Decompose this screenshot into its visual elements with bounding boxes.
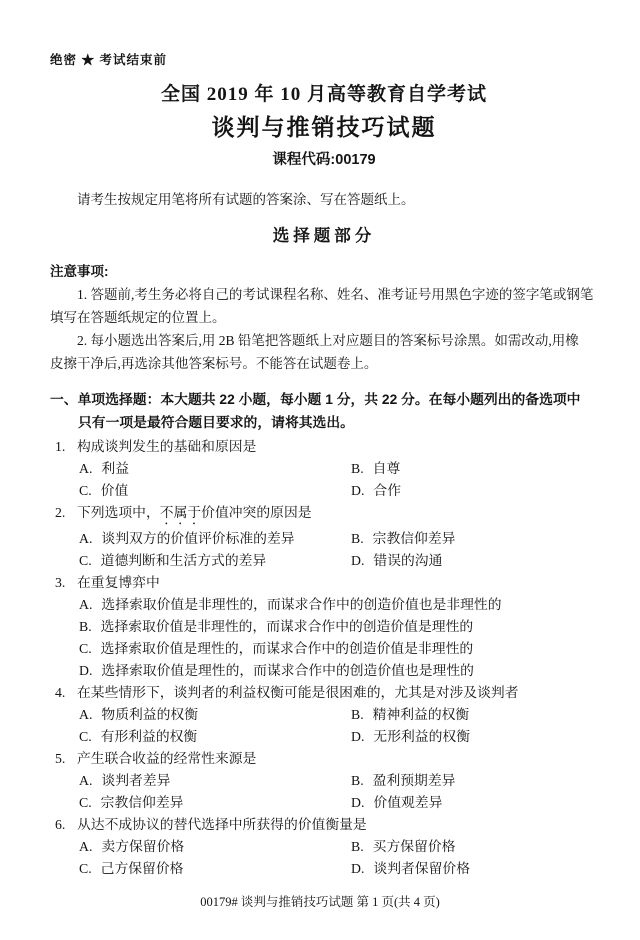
section-heading: 选择题部分 (272, 227, 376, 245)
option-b (79, 616, 598, 638)
note-line: 1. 答题前,考生务必将自己的考试课程名称、姓名、准考证号用黑色字迹的签字笔或钢笔 (77, 287, 594, 302)
option-label: D. (351, 795, 365, 810)
question-stem-text: 下列选项中， (77, 505, 160, 520)
answer-instruction: 请考生按规定用笔将所有试题的答案涂、写在答题纸上。 (77, 192, 415, 207)
option-text: 错误的沟通 (373, 553, 443, 568)
question-number: 1. (55, 439, 66, 454)
option-b (351, 770, 598, 792)
option-c (79, 638, 598, 660)
question-stem (50, 436, 598, 458)
option-label: A. (79, 461, 93, 476)
option-b (351, 458, 598, 480)
option-a (79, 704, 351, 726)
option-a (79, 458, 351, 480)
option-text: 宗教信仰差异 (372, 531, 456, 546)
option-d (351, 792, 598, 814)
option-a (79, 594, 598, 616)
security-banner: 绝密 ★ 考试结束前 (50, 53, 167, 67)
question-options (79, 458, 598, 502)
option-label: C. (79, 641, 92, 656)
option-label: A. (79, 531, 93, 546)
page-footer: 00179# 谈判与推销技巧试题 第 1 页(共 4 页) (200, 895, 440, 909)
option-text: 选择索取价值是非理性的，而谋求合作中的创造价值也是非理性的 (101, 597, 502, 612)
option-text: 谈判者差异 (101, 773, 171, 788)
option-label: D. (351, 553, 365, 568)
option-text: 精神利益的权衡 (372, 707, 470, 722)
notes-list (50, 283, 598, 375)
question (50, 502, 598, 572)
option-d (351, 550, 598, 572)
option-label: B. (351, 461, 364, 476)
option-text: 利益 (101, 461, 130, 476)
question (50, 814, 598, 880)
option-text: 卖方保留价格 (101, 839, 185, 854)
question-number: 5. (55, 751, 66, 766)
paper-title: 谈判与推销技巧试题 (211, 114, 437, 140)
option-label: B. (79, 619, 92, 634)
option-b (351, 836, 598, 858)
option-d (351, 726, 598, 748)
question-options (79, 836, 598, 880)
option-label: C. (79, 861, 92, 876)
option-text: 谈判者保留价格 (373, 861, 470, 876)
question-number: 4. (55, 685, 66, 700)
option-label: C. (79, 729, 92, 744)
option-label: D. (351, 861, 365, 876)
option-text: 合作 (373, 483, 402, 498)
option-b (351, 704, 598, 726)
question-options (79, 770, 598, 814)
option-label: D. (79, 663, 93, 678)
notes-heading: 注意事项: (50, 264, 109, 279)
question-options (79, 594, 598, 682)
question-stem (50, 748, 598, 770)
question-number: 3. (55, 575, 66, 590)
question (50, 682, 598, 748)
option-b (351, 528, 598, 550)
option-text: 选择索取价值是非理性的，而谋求合作中的创造价值是理性的 (100, 619, 474, 634)
option-text: 自尊 (372, 461, 401, 476)
question-stem-text: 在重复博弈中 (77, 575, 160, 590)
option-c (79, 480, 351, 502)
option-label: A. (79, 597, 93, 612)
option-label: C. (79, 553, 92, 568)
option-a (79, 528, 351, 550)
option-label: C. (79, 795, 92, 810)
part-one-heading (50, 388, 598, 434)
option-d (79, 660, 598, 682)
option-label: B. (351, 839, 364, 854)
option-label: A. (79, 839, 93, 854)
option-d (351, 858, 598, 880)
option-label: B. (351, 531, 364, 546)
option-label: D. (351, 729, 365, 744)
part-one-heading-line2: 只有一项是最符合题目要求的，请将其选出。 (78, 415, 354, 430)
option-label: B. (351, 773, 364, 788)
option-text: 物质利益的权衡 (101, 707, 198, 722)
option-d (351, 480, 598, 502)
option-text: 己方保留价格 (100, 861, 184, 876)
option-c (79, 858, 351, 880)
question-stem-text: 从达不成协议的替代选择中所获得的价值衡量是 (77, 817, 367, 832)
option-text: 宗教信仰差异 (100, 795, 184, 810)
question-stem (50, 502, 598, 528)
question-stem-text: 构成谈判发生的基础和原因是 (77, 439, 257, 454)
option-text: 选择索取价值是理性的，而谋求合作中的创造价值是非理性的 (100, 641, 474, 656)
option-text: 有形利益的权衡 (100, 729, 198, 744)
option-label: A. (79, 773, 93, 788)
option-text: 买方保留价格 (372, 839, 456, 854)
option-text: 价值 (100, 483, 129, 498)
note-line: 填写在答题纸规定的位置上。 (50, 310, 226, 325)
question-stem (50, 682, 598, 704)
option-label: B. (351, 707, 364, 722)
option-a (79, 770, 351, 792)
question-options (79, 528, 598, 572)
question (50, 748, 598, 814)
question-stem (50, 814, 598, 836)
option-c (79, 726, 351, 748)
question-stem-text: 价值冲突的原因是 (201, 505, 312, 520)
option-text: 盈利预期差异 (372, 773, 456, 788)
question-number: 2. (55, 505, 66, 520)
option-c (79, 792, 351, 814)
question-stem (50, 572, 598, 594)
question-stem-text: 产生联合收益的经常性来源是 (77, 751, 257, 766)
part-one-heading-line1: 一、单项选择题：本大题共 22 小题，每小题 1 分，共 22 分。在每小题列出的备选项中 (50, 392, 581, 407)
question-number: 6. (55, 817, 66, 832)
question (50, 436, 598, 502)
option-text: 谈判双方的价值评价标准的差异 (101, 531, 295, 546)
option-text: 价值观差异 (373, 795, 443, 810)
course-code: 课程代码:00179 (272, 152, 376, 168)
option-text: 道德判断和生活方式的差异 (100, 553, 267, 568)
option-label: A. (79, 707, 93, 722)
question-options (79, 704, 598, 748)
option-text: 无形利益的权衡 (373, 729, 470, 744)
exam-session-title: 全国 2019 年 10 月高等教育自学考试 (160, 84, 487, 105)
note-line: 皮擦干净后,再选涂其他答案标号。不能答在试题卷上。 (50, 356, 378, 371)
option-label: C. (79, 483, 92, 498)
question-stem-text: 在某些情形下，谈判者的利益权衡可能是很困难的，尤其是对涉及谈判者 (77, 685, 519, 700)
option-text: 选择索取价值是理性的，而谋求合作中的创造价值也是理性的 (101, 663, 474, 678)
option-a (79, 836, 351, 858)
question-stem-text: 不属于 (159, 505, 202, 520)
question (50, 572, 598, 682)
questions (50, 436, 598, 880)
option-label: D. (351, 483, 365, 498)
option-c (79, 550, 351, 572)
note-line: 2. 每小题选出答案后,用 2B 铅笔把答题纸上对应题目的答案标号涂黑。如需改动,用橡 (77, 333, 579, 348)
